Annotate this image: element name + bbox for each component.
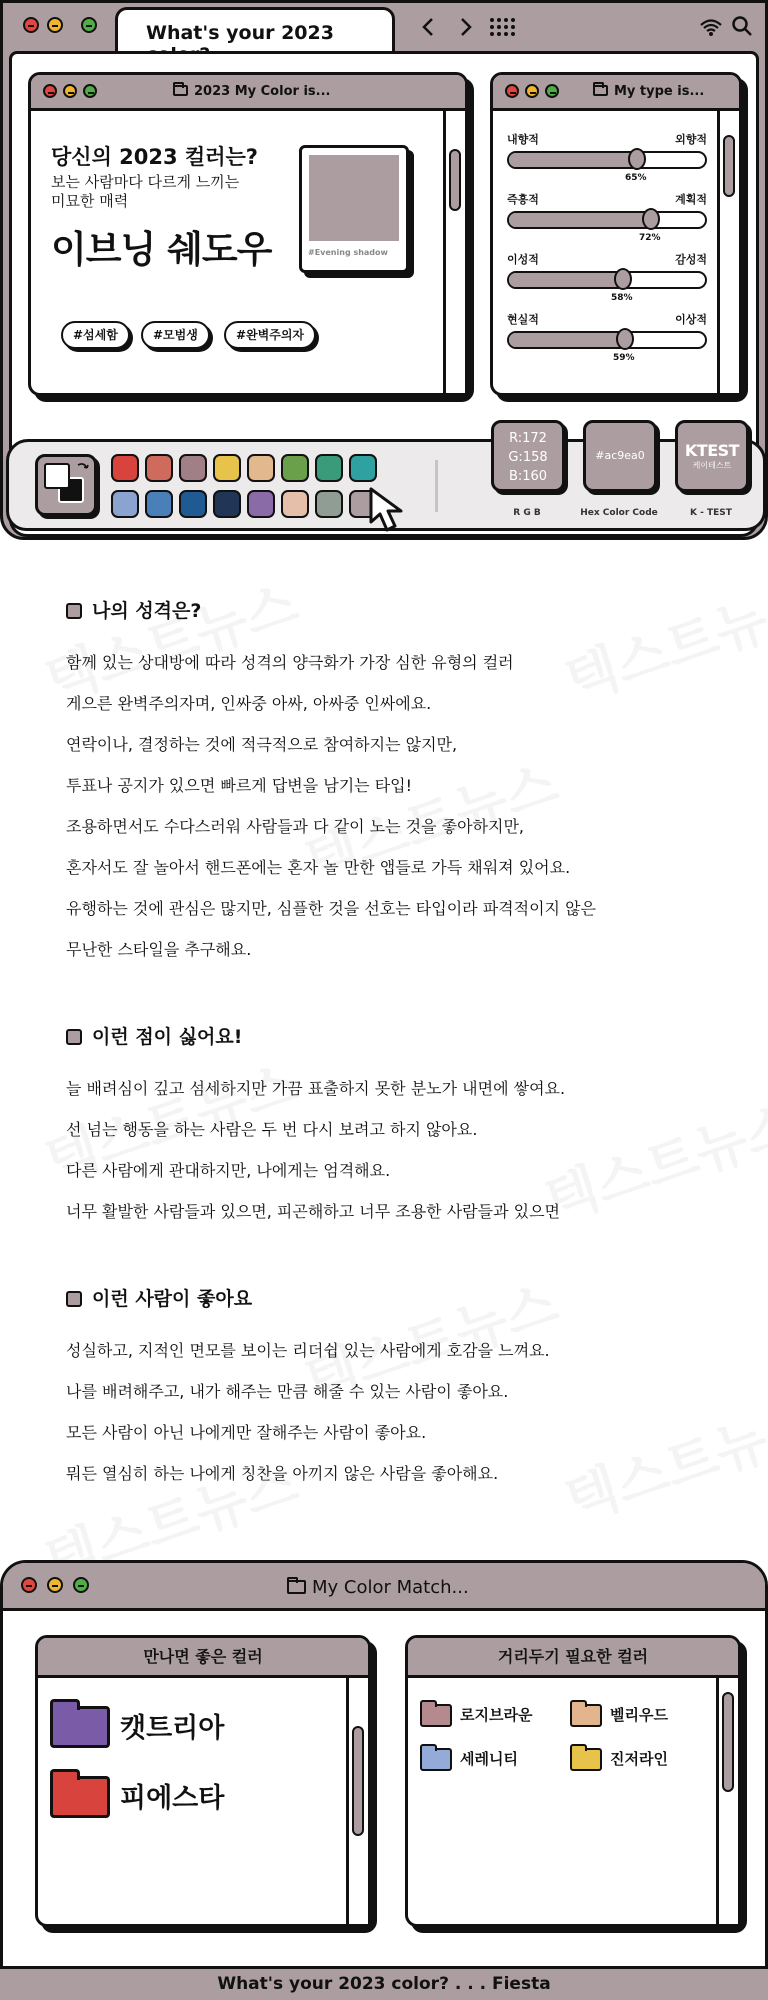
section-text-line: 다른 사람에게 관대하지만, 나에게는 엄격해요. [66,1161,391,1180]
my-color-title-wrap [173,84,330,99]
palette-swatch[interactable] [145,490,173,518]
footer-bar [0,1966,768,2000]
trait-slider-track[interactable] [507,331,707,349]
folder-icon [593,85,608,96]
rgb-r: R:172 [509,431,547,446]
avoid-color-name: 세레니티 [460,1750,518,1768]
section-text-line: 혼자서도 잘 놀아서 핸드폰에는 혼자 놀 만한 앱들로 가득 채워져 있어요. [66,858,571,877]
color-match-title: My Color Match... [312,1577,469,1598]
trait-percent: 58% [611,293,633,303]
fg-bg-color-picker[interactable] [35,454,97,516]
my-type-title: My type is... [614,84,705,99]
avoid-colors-panel [405,1635,741,1927]
footer-text: What's your 2023 color? . . . Fiesta [217,1974,551,1994]
scrollbar-thumb[interactable] [722,1692,734,1792]
palette-swatch[interactable] [213,490,241,518]
hex-caption: Hex Color Code [580,508,658,518]
browser-window [0,0,768,540]
palette-swatch[interactable] [281,454,309,482]
palette-swatch[interactable] [145,454,173,482]
hashtag-chip[interactable]: #완벽주의자 [224,321,316,349]
section-heading-text: 이런 점이 싫어요! [92,1026,243,1048]
close-dot[interactable] [21,1577,37,1593]
maximize-dot[interactable] [545,84,559,98]
good-colors-panel [35,1635,371,1927]
color-subtitle-2: 미묘한 매력 [51,192,129,210]
section-text-line: 나를 배려해주고, 내가 해주는 만큼 해줄 수 있는 사람이 좋아요. [66,1382,509,1401]
palette-swatch[interactable] [315,490,343,518]
section-text-line: 늘 배려심이 깊고 섬세하지만 가끔 표출하지 못한 분노가 내면에 쌓여요. [66,1079,566,1098]
trait-slider-knob[interactable] [628,148,646,170]
maximize-dot[interactable] [73,1577,89,1593]
color-swatch-card [299,145,409,273]
section-text-line: 투표나 공지가 있으면 빠르게 답변을 남기는 타입! [66,776,413,795]
trait-percent: 65% [625,173,647,183]
color-match-window [0,1560,768,2000]
hashtag-chip[interactable]: #모범생 [141,321,210,349]
palette-swatch[interactable] [315,454,343,482]
swatch-caption: #Evening shadow [308,248,388,257]
close-dot[interactable] [43,84,57,98]
browser-tab-title: What's your 2023 [146,22,334,44]
hex-value: #ac9ea0 [595,449,645,462]
color-match-titlebar [3,1563,765,1611]
section-text-line: 게으른 완벽주의자며, 인싸중 아싸, 아싸중 인싸에요. [66,694,432,713]
trait-slider-fill [509,153,636,167]
scrollbar-thumb[interactable] [449,149,461,211]
palette-swatch[interactable] [281,490,309,518]
trait-right-label: 감성적 [675,253,707,266]
my-type-title-wrap [593,84,704,99]
palette-swatch[interactable] [179,454,207,482]
section-heading [66,1022,242,1049]
search-icon[interactable] [731,15,753,37]
palette-swatch[interactable] [111,454,139,482]
watermark [534,1082,768,1236]
my-type-titlebar [493,75,739,111]
scrollbar[interactable] [716,1678,738,1924]
watermark [554,1382,768,1536]
trait-slider-fill [509,333,625,347]
section-text-line: 조용하면서도 수다스러워 사람들과 다 같이 노는 것을 좋아하지만, [66,817,525,836]
folder-icon [570,1748,602,1771]
trait-slider-fill [509,273,623,287]
section-text-line: 모든 사람이 아닌 나에게만 잘해주는 사람이 좋아요. [66,1423,427,1442]
trait-slider-knob[interactable] [616,328,634,350]
folder-icon [420,1748,452,1771]
ktest-sub: 케이테스트 [692,461,732,470]
palette-swatch[interactable] [349,454,377,482]
palette-swatch[interactable] [247,490,275,518]
close-dot[interactable] [23,17,39,33]
grid-icon[interactable] [489,17,515,37]
trait-left-label: 내향적 [507,133,539,146]
section-heading [66,596,201,623]
minimize-dot[interactable] [63,84,77,98]
avoid-colors-header: 거리두기 필요한 컬러 [408,1638,738,1678]
maximize-dot[interactable] [81,17,97,33]
trait-left-label: 이성적 [507,253,539,266]
trait-right-label: 계획적 [675,193,707,206]
palette-swatch[interactable] [111,490,139,518]
avoid-color-name: 로지브라운 [460,1706,533,1724]
folder-icon [570,1704,602,1727]
folder-icon [50,1706,110,1748]
palette-swatch[interactable] [247,454,275,482]
section-marker [66,603,82,619]
section-heading-text: 나의 성격은? [92,600,202,622]
scrollbar[interactable] [346,1678,368,1924]
browser-tab[interactable] [115,7,395,53]
folder-icon [50,1776,110,1818]
trait-slider-knob[interactable] [614,268,632,290]
section-text-line: 무난한 스타일을 추구해요. [66,940,252,959]
color-subtitle-1: 보는 사람마다 다르게 느끼는 [51,173,240,191]
hashtag-chip[interactable]: #섬세함 [61,321,130,349]
color-toolbar [6,431,766,531]
section-marker [66,1291,82,1307]
avoid-color-name: 진저라인 [610,1750,668,1768]
folder-icon [287,1580,306,1594]
rgb-b: B:160 [508,469,548,484]
maximize-dot[interactable] [83,84,97,98]
section-text-line: 선 넘는 행동을 하는 사람은 두 번 다시 보려고 하지 않아요. [66,1120,478,1139]
section-marker [66,1029,82,1045]
my-color-window [28,72,468,396]
trait-left-label: 현실적 [507,313,539,326]
minimize-dot[interactable] [525,84,539,98]
section-text-line: 뭐든 열심히 하는 나에게 칭찬을 아끼지 않은 사람을 좋아해요. [66,1464,499,1483]
rgb-caption: R G B [513,508,541,518]
color-swatch [309,155,399,241]
scrollbar[interactable] [717,111,739,393]
color-question: 당신의 2023 컬러는? [51,145,258,169]
swap-icon[interactable] [76,461,90,475]
scrollbar-thumb[interactable] [723,135,735,197]
back-icon[interactable] [421,17,435,37]
good-color-name: 캣트리아 [120,1713,225,1744]
color-name: 이브닝 쉐도우 [51,228,272,271]
scrollbar-thumb[interactable] [352,1726,364,1836]
palette-swatch[interactable] [179,490,207,518]
trait-slider-track[interactable] [507,151,707,169]
trait-right-label: 외향적 [675,133,707,146]
section-text-line: 성실하고, 지적인 면모를 보이는 리더쉽 있는 사람에게 호감을 느껴요. [66,1341,550,1360]
avoid-color-name: 벨리우드 [610,1706,668,1724]
good-color-name: 피에스타 [120,1783,225,1814]
ktest-caption: K - TEST [690,508,732,518]
trait-slider-track[interactable] [507,211,707,229]
trait-slider-fill [509,213,650,227]
folder-icon [420,1704,452,1727]
ktest-logo: KTEST [684,441,740,460]
minimize-dot[interactable] [47,1577,63,1593]
ktest-tile[interactable] [675,420,749,492]
trait-slider-track[interactable] [507,271,707,289]
minimize-dot[interactable] [47,17,63,33]
section-heading [66,1284,252,1311]
toolbar-divider [435,460,438,512]
my-color-title: 2023 My Color is... [194,84,331,99]
trait-percent: 59% [613,353,635,363]
color-match-title-wrap [287,1577,469,1598]
foreground-color [44,463,70,489]
close-dot[interactable] [505,84,519,98]
wifi-icon [699,17,723,37]
rgb-g: G:158 [508,450,548,465]
section-text-line: 유행하는 것에 관심은 많지만, 심플한 것을 선호는 타입이라 파격적이지 않은 [66,899,596,918]
trait-left-label: 즉흥적 [507,193,539,206]
section-heading-text: 이런 사람이 좋아요 [92,1288,253,1310]
section-text-line: 연락이나, 결정하는 것에 적극적으로 참여하지는 않지만, [66,735,458,754]
palette-swatch[interactable] [213,454,241,482]
my-color-titlebar [31,75,465,111]
scrollbar[interactable] [443,111,465,393]
trait-slider-knob[interactable] [642,208,660,230]
section-text-line: 너무 활발한 사람들과 있으면, 피곤해하고 너무 조용한 사람들과 있으면 [66,1202,560,1221]
trait-right-label: 이상적 [675,313,707,326]
hex-tile [583,420,657,492]
my-type-window [490,72,742,396]
rgb-tile [491,420,565,492]
section-text-line: 함께 있는 상대방에 따라 성격의 양극화가 가장 심한 유형의 컬러 [66,653,514,672]
forward-icon[interactable] [459,17,473,37]
folder-icon [173,85,188,96]
cursor-icon [367,486,411,534]
trait-percent: 72% [639,233,661,243]
watermark [554,562,768,716]
good-colors-header: 만나면 좋은 컬러 [38,1638,368,1678]
